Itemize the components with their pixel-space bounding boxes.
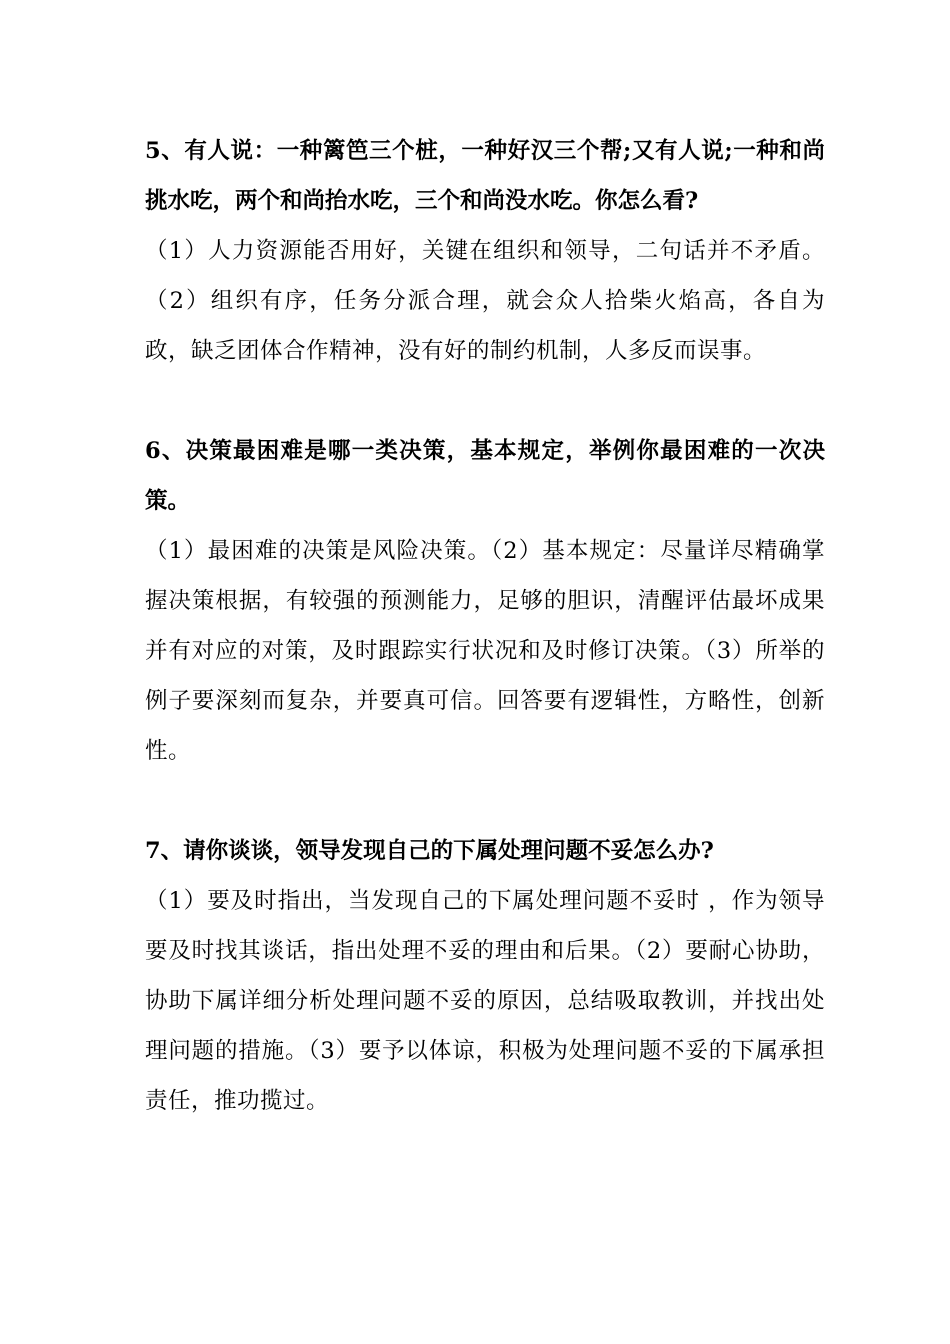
question-7: 7、请你谈谈，领导发现自己的下属处理问题不妥怎么办? <box>145 838 714 864</box>
qa-section-6 <box>145 426 825 776</box>
qa-section-7 <box>145 826 825 1126</box>
qa-section-5 <box>145 126 825 376</box>
document-page <box>145 126 825 1126</box>
answer-6: （1）最困难的决策是风险决策。（2）基本规定：尽量详尽精确掌握决策根据，有较强的预测能力，足够的胆识，清醒评估最坏成果并有对应的对策，及时跟踪实行状况和及时修订决策。（3）所举的例子要深刻而复杂，并要真可信。回答要有逻辑性，方略性，创新性。 <box>145 538 825 764</box>
question-6: 6、决策最困难是哪一类决策，基本规定，举例你最困难的一次决策。 <box>145 438 825 514</box>
answer-7: （1）要及时指出，当发现自己的下属处理问题不妥时 ，作为领导要及时找其谈话，指出处理不妥的理由和后果。（2）要耐心协助，协助下属详细分析处理问题不妥的原因，总结吸取教训，并找出处理问题的措施。（3）要予以体谅，积极为处理问题不妥的下属承担责任，推功揽过。 <box>145 888 825 1114</box>
question-5: 5、有人说：一种篱笆三个桩，一种好汉三个帮;又有人说;一种和尚挑水吃，两个和尚抬水吃，三个和尚没水吃。你怎么看? <box>145 138 825 214</box>
section-spacer <box>145 376 825 426</box>
section-spacer <box>145 776 825 826</box>
answer-5: （1）人力资源能否用好，关键在组织和领导，二句话并不矛盾。（2）组织有序，任务分派合理，就会众人拾柴火焰高，各自为政，缺乏团体合作精神，没有好的制约机制，人多反而误事。 <box>145 238 825 364</box>
